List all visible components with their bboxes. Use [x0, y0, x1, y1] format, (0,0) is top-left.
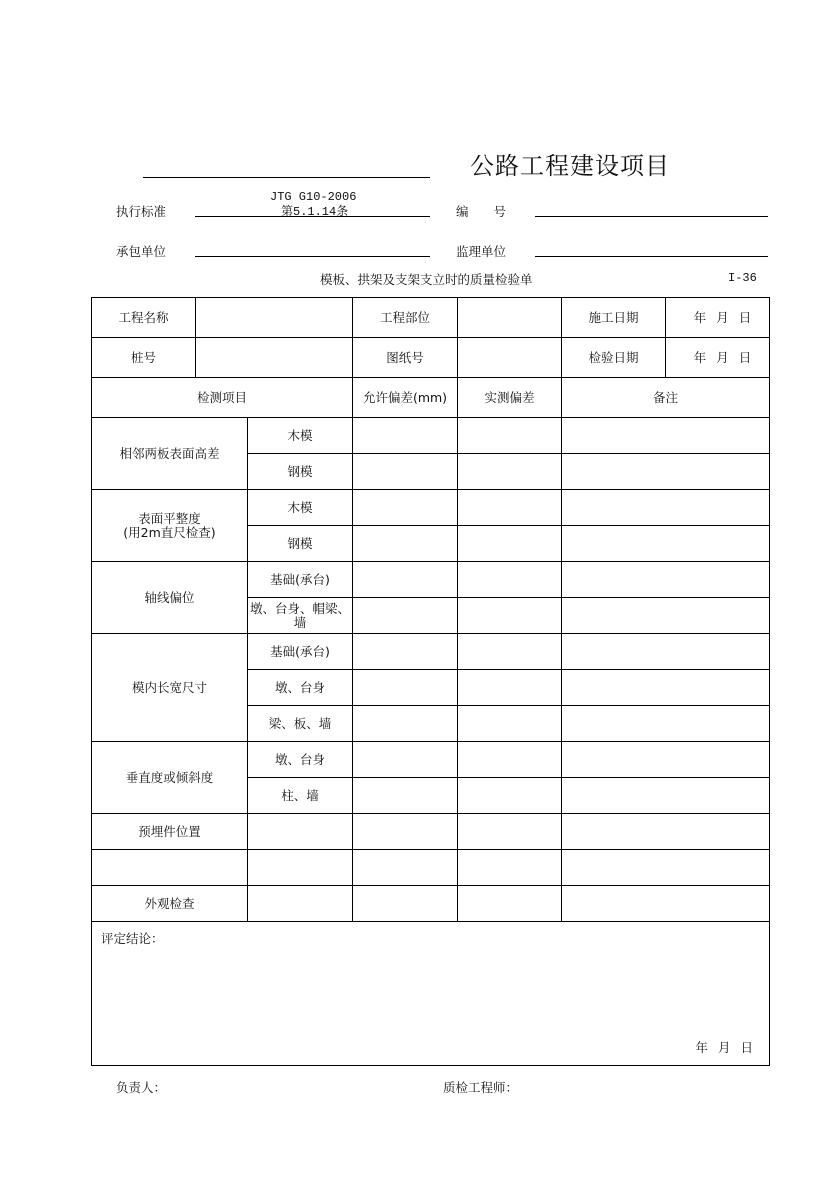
measured-cell[interactable]: [458, 634, 562, 670]
remarks-cell[interactable]: [562, 418, 770, 454]
inspection-date-label: 检验日期: [562, 338, 666, 378]
responsible-label: 负责人：: [116, 1080, 167, 1095]
table-row: [92, 742, 770, 778]
standard-line: [195, 216, 430, 217]
form-title: 模板、拱架及支架支立时的质量检验单: [320, 272, 533, 287]
measured-cell[interactable]: [458, 814, 562, 850]
supervisor-label: 监理单位: [456, 244, 507, 259]
sub-item-label: 梁、板、墙: [248, 706, 353, 742]
form-code: I-36: [728, 271, 757, 285]
allowed-cell[interactable]: [353, 526, 458, 562]
sub-item-label: 墩、台身: [248, 670, 353, 706]
sub-item-cell[interactable]: [248, 814, 353, 850]
inspection-table: [91, 297, 770, 1066]
item-label: 模内长宽尺寸: [92, 634, 248, 742]
remarks-cell[interactable]: [562, 850, 770, 886]
measured-cell[interactable]: [458, 850, 562, 886]
sub-item-label: 基础(承台): [248, 562, 353, 598]
day: 日: [738, 309, 752, 325]
sub-item-label: 木模: [248, 490, 353, 526]
project-part-field[interactable]: [458, 298, 562, 338]
contractor-field[interactable]: [195, 256, 430, 257]
allowed-cell[interactable]: [353, 634, 458, 670]
sub-item-cell[interactable]: [248, 886, 353, 922]
remarks-cell[interactable]: [562, 706, 770, 742]
month: 月: [717, 1040, 731, 1055]
table-row: [92, 490, 770, 526]
allowed-cell[interactable]: [353, 742, 458, 778]
standard-label: 执行标准: [116, 204, 167, 219]
project-name-field[interactable]: [196, 298, 353, 338]
allowed-cell[interactable]: [353, 562, 458, 598]
sub-item-cell[interactable]: [248, 850, 353, 886]
remarks-cell[interactable]: [562, 526, 770, 562]
measured-cell[interactable]: [458, 886, 562, 922]
col-header-remarks: 备注: [562, 378, 770, 418]
col-header-item: 检测项目: [92, 378, 353, 418]
measured-cell[interactable]: [458, 562, 562, 598]
drawing-no-field[interactable]: [458, 338, 562, 378]
measured-cell[interactable]: [458, 418, 562, 454]
remarks-cell[interactable]: [562, 670, 770, 706]
allowed-cell[interactable]: [353, 886, 458, 922]
qc-engineer-label: 质检工程师：: [443, 1080, 519, 1095]
measured-cell[interactable]: [458, 454, 562, 490]
measured-cell[interactable]: [458, 670, 562, 706]
remarks-cell[interactable]: [562, 490, 770, 526]
sub-item-label: 柱、墙: [248, 778, 353, 814]
project-name-label: 工程名称: [92, 298, 196, 338]
number-field[interactable]: [535, 216, 768, 217]
measured-cell[interactable]: [458, 490, 562, 526]
remarks-cell[interactable]: [562, 598, 770, 634]
measured-cell[interactable]: [458, 742, 562, 778]
allowed-cell[interactable]: [353, 814, 458, 850]
item-label: 垂直度或倾斜度: [92, 742, 248, 814]
measured-cell[interactable]: [458, 598, 562, 634]
project-name-line: [143, 177, 430, 178]
conclusion-date: [685, 1041, 753, 1055]
day: 日: [740, 1040, 753, 1055]
remarks-cell[interactable]: [562, 778, 770, 814]
table-row: [92, 418, 770, 454]
sub-item-label: 钢模: [248, 454, 353, 490]
allowed-cell[interactable]: [353, 490, 458, 526]
remarks-cell[interactable]: [562, 742, 770, 778]
number-label: 编 号: [456, 204, 507, 219]
allowed-cell[interactable]: [353, 598, 458, 634]
allowed-cell[interactable]: [353, 778, 458, 814]
conclusion-cell[interactable]: [92, 922, 770, 1066]
month: 月: [716, 309, 729, 325]
remarks-cell[interactable]: [562, 814, 770, 850]
month: 月: [716, 349, 729, 365]
item-label: 轴线偏位: [92, 562, 248, 634]
construction-date-field[interactable]: [666, 298, 770, 338]
project-part-label: 工程部位: [353, 298, 458, 338]
standard-value-2: 第5.1.14条: [281, 205, 349, 219]
table-row: [92, 886, 770, 922]
standard-value-1: JTG G10-2006: [270, 190, 357, 204]
sub-item-label: 钢模: [248, 526, 353, 562]
item-label: 外观检查: [92, 886, 248, 922]
measured-cell[interactable]: [458, 526, 562, 562]
inspection-date-field[interactable]: [666, 338, 770, 378]
remarks-cell[interactable]: [562, 634, 770, 670]
station-label: 桩号: [92, 338, 196, 378]
drawing-no-label: 图纸号: [353, 338, 458, 378]
day: 日: [738, 349, 752, 365]
supervisor-field[interactable]: [535, 256, 768, 257]
measured-cell[interactable]: [458, 778, 562, 814]
conclusion-label: 评定结论：: [101, 931, 164, 946]
sub-item-label: 墩、台身: [248, 742, 353, 778]
measured-cell[interactable]: [458, 706, 562, 742]
allowed-cell[interactable]: [353, 670, 458, 706]
construction-date-label: 施工日期: [562, 298, 666, 338]
item-label: [92, 850, 248, 886]
col-header-allowed: 允许偏差(mm): [353, 378, 458, 418]
year: 年: [693, 349, 707, 365]
remarks-cell[interactable]: [562, 562, 770, 598]
remarks-cell[interactable]: [562, 454, 770, 490]
item-label: 预埋件位置: [92, 814, 248, 850]
year: 年: [693, 309, 707, 325]
allowed-cell[interactable]: [353, 706, 458, 742]
allowed-cell[interactable]: [353, 454, 458, 490]
col-header-measured: 实测偏差: [458, 378, 562, 418]
table-row: [92, 634, 770, 670]
table-row: [92, 814, 770, 850]
station-field[interactable]: [196, 338, 353, 378]
sub-item-label: 木模: [248, 418, 353, 454]
allowed-cell[interactable]: [353, 850, 458, 886]
item-label: 表面平整度 (用2m直尺检查): [92, 490, 248, 562]
allowed-cell[interactable]: [353, 418, 458, 454]
contractor-label: 承包单位: [116, 244, 167, 259]
remarks-cell[interactable]: [562, 886, 770, 922]
table-row: [92, 562, 770, 598]
table-row: [92, 850, 770, 886]
sub-item-label: 墩、台身、帽梁、墙: [248, 598, 353, 634]
year: 年: [695, 1040, 708, 1055]
sub-item-label: 基础(承台): [248, 634, 353, 670]
page-title: 公路工程建设项目: [470, 152, 670, 180]
item-label: 相邻两板表面高差: [92, 418, 248, 490]
